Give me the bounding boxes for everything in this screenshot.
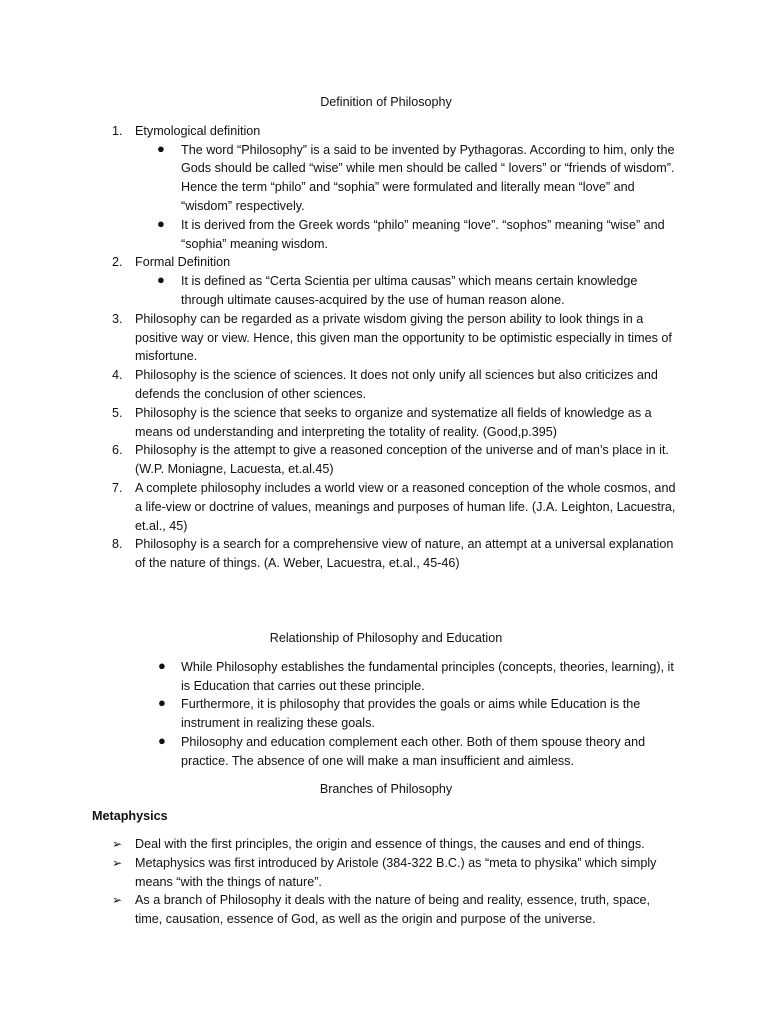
list-item bbox=[92, 441, 680, 479]
bullet-text: It is derived from the Greek words “philo” meaning “love”. “sophos” meaning “wise” and “sophia” meaning wisdom. bbox=[181, 217, 665, 251]
arrow-bullet-icon: ➢ bbox=[112, 837, 123, 852]
definition-list bbox=[92, 122, 680, 573]
bullet-text: Philosophy and education complement each other. Both of them spouse theory and practice. The absence of one will make a man insufficient and aimless. bbox=[181, 734, 646, 768]
bullet-icon: ● bbox=[157, 272, 165, 288]
bullet-icon: ● bbox=[157, 140, 165, 156]
bullet-list bbox=[92, 658, 680, 771]
page-title: Definition of Philosophy bbox=[320, 95, 452, 109]
list-item bbox=[92, 535, 680, 573]
bullet-text: Furthermore, it is philosophy that provides the goals or aims while Education is the instrument in realizing these goals. bbox=[181, 697, 641, 731]
arrow-item bbox=[92, 854, 680, 892]
bullet-item bbox=[135, 272, 680, 310]
arrow-text: As a branch of Philosophy it deals with the nature of being and reality, essence, truth, space, time, causation, essence of God, as well as the origin and purpose of the universe. bbox=[135, 893, 651, 927]
item-number: 2. bbox=[112, 255, 123, 270]
item-number: 3. bbox=[112, 311, 123, 326]
bullet-item bbox=[135, 141, 680, 216]
list-item bbox=[92, 310, 680, 366]
arrow-bullet-icon: ➢ bbox=[112, 893, 123, 908]
list-item bbox=[92, 253, 680, 309]
bullet-text: While Philosophy establishes the fundamental principles (concepts, theories, learning), it is Education that carries out these principle. bbox=[181, 659, 674, 693]
arrow-text: Metaphysics was first introduced by Aristole (384-322 B.C.) as “meta to physika” which simply means “with the things of nature”. bbox=[135, 855, 657, 889]
subheading: Metaphysics bbox=[92, 809, 168, 824]
relationship-section bbox=[92, 629, 680, 771]
bullet-text: It is defined as “Certa Scientia per ultima causas” which means certain knowledge through ultimate causes-acquired by the use of human reason alone. bbox=[181, 274, 638, 307]
arrow-list bbox=[92, 835, 680, 929]
bullet-list bbox=[135, 272, 680, 310]
bullet-item bbox=[135, 216, 680, 254]
bullet-list bbox=[135, 141, 680, 254]
item-number: 4. bbox=[112, 368, 123, 383]
item-number: 1. bbox=[112, 123, 123, 138]
bullet-icon: ● bbox=[158, 657, 166, 673]
list-item bbox=[92, 122, 680, 254]
item-number: 6. bbox=[112, 443, 123, 458]
section-title: Branches of Philosophy bbox=[319, 781, 453, 796]
bullet-item bbox=[92, 695, 680, 733]
item-text: Philosophy is the science that seeks to organize and systematize all fields of knowledge as a means od understanding and interpreting the totality of reality. (Good,p.395) bbox=[135, 405, 652, 439]
item-text: A complete philosophy includes a world view or a reasoned conception of the whole cosmos, and a life-view or doctrine of values, meanings and purposes of human life. (J.A. Leighton, Lacuestra, et.al., 45) bbox=[135, 480, 676, 533]
item-label: Formal Definition bbox=[135, 255, 231, 270]
arrow-text: Deal with the first principles, the origin and essence of things, the causes and end of things. bbox=[135, 837, 645, 852]
arrow-item bbox=[92, 835, 680, 854]
bullet-text: The word “Philosophy” is a said to be invented by Pythagoras. According to him, only the Gods should be called “wise” while men should be called “ lovers” or “friends of wisdom”. Hence the term “philo” and “sophia” were formulated and literally mean “love” and “wisdom” respectively. bbox=[181, 142, 675, 213]
bullet-icon: ● bbox=[157, 215, 165, 231]
list-item bbox=[92, 479, 680, 535]
bullet-icon: ● bbox=[158, 732, 166, 748]
arrow-bullet-icon: ➢ bbox=[112, 855, 123, 870]
item-text: Philosophy is a search for a comprehensive view of nature, an attempt at a universal explanation of the nature of things. (A. Weber, Lacuestra, et.al., 45-46) bbox=[135, 537, 674, 571]
bullet-item bbox=[92, 733, 680, 771]
item-label: Etymological definition bbox=[135, 123, 261, 138]
section-title: Relationship of Philosophy and Education bbox=[269, 630, 503, 645]
list-item bbox=[92, 404, 680, 442]
item-number: 5. bbox=[112, 405, 123, 420]
item-number: 8. bbox=[112, 537, 123, 552]
arrow-item bbox=[92, 891, 680, 929]
item-text: Philosophy can be regarded as a private wisdom giving the person ability to look things in a positive way or view. Hence, this given man the opportunity to be optimistic especially in times of misfortune. bbox=[135, 311, 672, 364]
item-text: Philosophy is the attempt to give a reasoned conception of the universe and of man’s place in it. (W.P. Moniagne, Lacuesta, et.al.45) bbox=[135, 443, 669, 477]
bullet-icon: ● bbox=[158, 695, 166, 711]
item-text: Philosophy is the science of sciences. It does not only unify all sciences but also criticizes and defends the conclusion of other sciences. bbox=[135, 368, 658, 401]
list-item bbox=[92, 366, 680, 404]
bullet-item bbox=[92, 658, 680, 696]
item-number: 7. bbox=[112, 480, 123, 495]
